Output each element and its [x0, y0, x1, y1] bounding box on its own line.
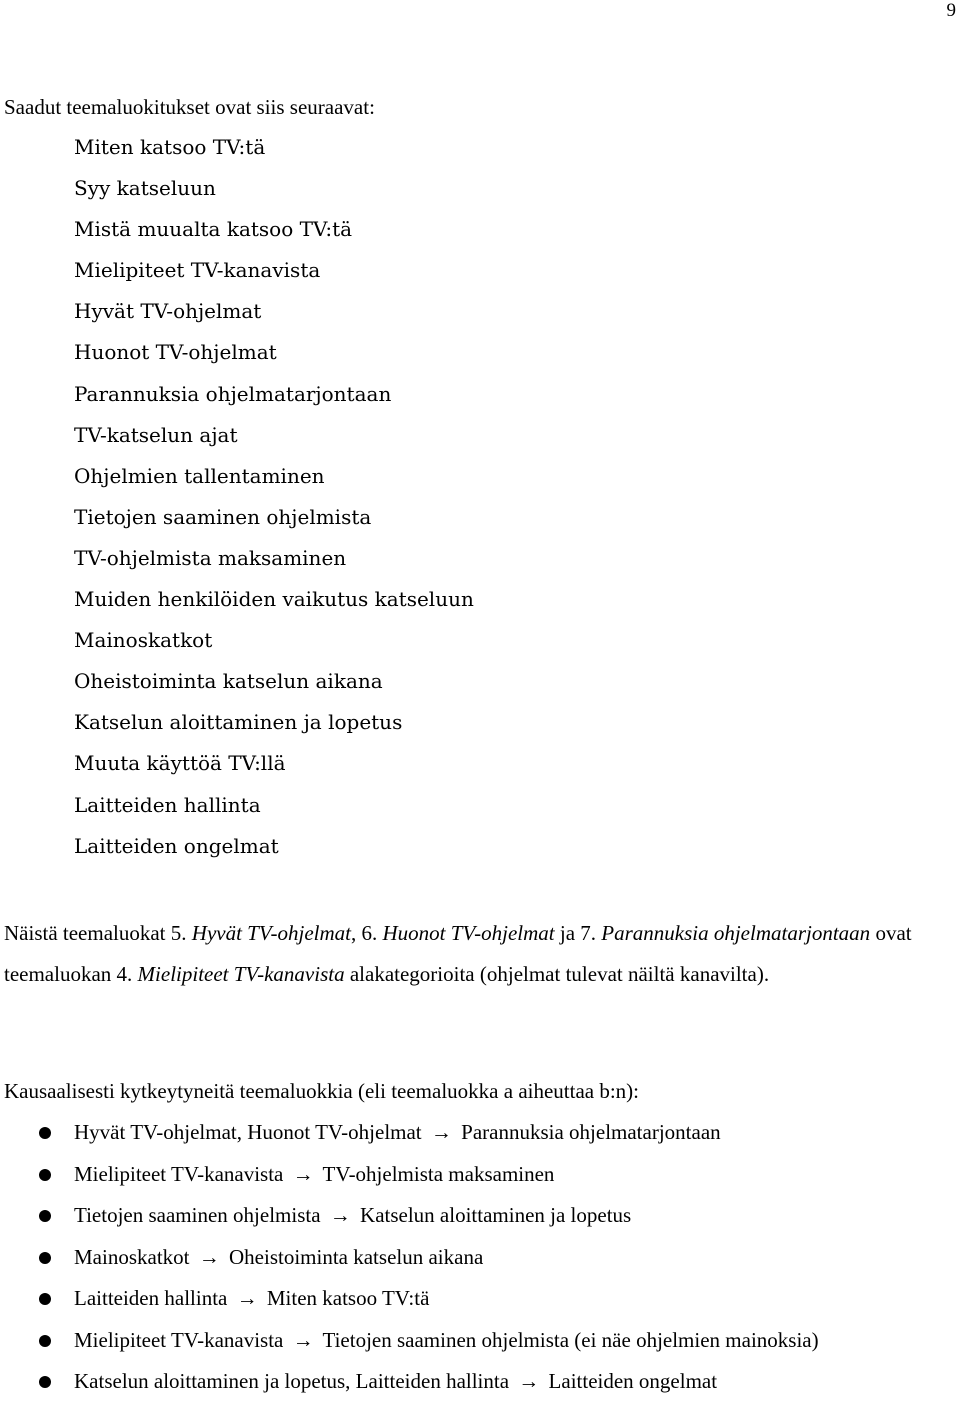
cause-text: Katselun aloittaminen ja lopetus, Laitteiden hallinta [74, 1369, 510, 1393]
item-label: Mainoskatkot [74, 628, 213, 653]
arrow-right-icon: → [329, 1203, 351, 1227]
causal-relation [74, 1244, 483, 1270]
arrow-right-icon: → [198, 1244, 220, 1269]
page-number: 9 [946, 0, 956, 21]
item-label: TV-ohjelmista maksaminen [74, 545, 347, 570]
subcategory-paragraph [4, 913, 949, 995]
item-label: Laitteiden ongelmat [74, 833, 279, 858]
causal-relation [74, 1327, 819, 1353]
paragraph-text: alakategorioita (ohjelmat tulevat näiltä kanavilta). [344, 962, 770, 986]
bullet-icon [39, 1376, 51, 1388]
paragraph-text: , 6. [351, 921, 383, 945]
item-label: TV-katselun ajat [74, 422, 238, 447]
item-label: Syy katseluun [74, 176, 216, 201]
theme-reference: Parannuksia ohjelmatarjontaan [601, 921, 871, 945]
causal-relation [74, 1368, 717, 1394]
effect-text: Parannuksia ohjelmatarjontaan [461, 1120, 721, 1144]
cause-text: Laitteiden hallinta [74, 1286, 228, 1310]
item-label: Miten katsoo TV:tä [74, 135, 266, 159]
arrow-right-icon: → [292, 1161, 314, 1186]
bullet-icon [39, 1252, 51, 1264]
item-label: Hyvät TV-ohjelmat [74, 299, 262, 324]
effect-text: Tietojen saaminen ohjelmista (ei näe ohjelmien mainoksia) [322, 1327, 819, 1352]
theme-reference: Huonot TV-ohjelmat [382, 921, 555, 945]
item-label: Katselun aloittaminen ja lopetus [74, 710, 403, 735]
bullet-icon [39, 1210, 51, 1222]
causal-relation [74, 1119, 721, 1145]
paragraph-text: ja 7. [554, 921, 602, 945]
item-label: Oheistoiminta katselun aikana [74, 669, 383, 694]
effect-text: Katselun aloittaminen ja lopetus [360, 1203, 632, 1227]
arrow-right-icon: → [430, 1120, 452, 1144]
cause-text: Mielipiteet TV-kanavista [74, 1327, 284, 1352]
bullet-icon [39, 1127, 51, 1139]
item-label: Muuta käyttöä TV:llä [74, 751, 286, 776]
item-label: Laitteiden hallinta [74, 792, 261, 817]
arrow-right-icon: → [292, 1327, 314, 1352]
paragraph-text: ovat teemaluokan 4. [4, 921, 912, 986]
arrow-right-icon: → [518, 1369, 540, 1393]
effect-text: TV-ohjelmista maksaminen [322, 1161, 555, 1186]
item-label: Ohjelmien tallentaminen [74, 463, 325, 488]
cause-text: Mielipiteet TV-kanavista [74, 1161, 284, 1186]
bullet-icon [39, 1293, 51, 1305]
intro-text: Saadut teemaluokitukset ovat siis seuraavat: [4, 95, 375, 119]
paragraph-text: Näistä teemaluokat 5. [4, 921, 192, 945]
item-label: Tietojen saaminen ohjelmista [74, 504, 372, 529]
item-label: Mistä muualta katsoo TV:tä [74, 217, 353, 242]
bullet-icon [39, 1169, 51, 1181]
causal-relation [74, 1285, 429, 1311]
arrow-right-icon: → [236, 1286, 258, 1310]
item-label: Parannuksia ohjelmatarjontaan [74, 381, 392, 406]
effect-text: Oheistoiminta katselun aikana [229, 1244, 484, 1269]
causal-heading: Kausaalisesti kytkeytyneitä teemaluokkia (eli teemaluokka a aiheuttaa b:n): [4, 1079, 640, 1103]
theme-reference: Mielipiteet TV-kanavista [137, 962, 345, 986]
effect-text: Laitteiden ongelmat [548, 1369, 718, 1393]
cause-text: Hyvät TV-ohjelmat, Huonot TV-ohjelmat [74, 1120, 422, 1144]
effect-text: Miten katsoo TV:tä [266, 1286, 430, 1310]
cause-text: Mainoskatkot [74, 1244, 190, 1269]
bullet-icon [39, 1335, 51, 1347]
item-label: Huonot TV-ohjelmat [74, 340, 277, 365]
item-label: Muiden henkilöiden vaikutus katseluun [74, 587, 474, 612]
cause-text: Tietojen saaminen ohjelmista [74, 1203, 321, 1227]
causal-relation [74, 1161, 554, 1187]
causal-relation [74, 1202, 631, 1228]
item-label: Mielipiteet TV-kanavista [74, 258, 321, 283]
theme-reference: Hyvät TV-ohjelmat [191, 921, 352, 945]
